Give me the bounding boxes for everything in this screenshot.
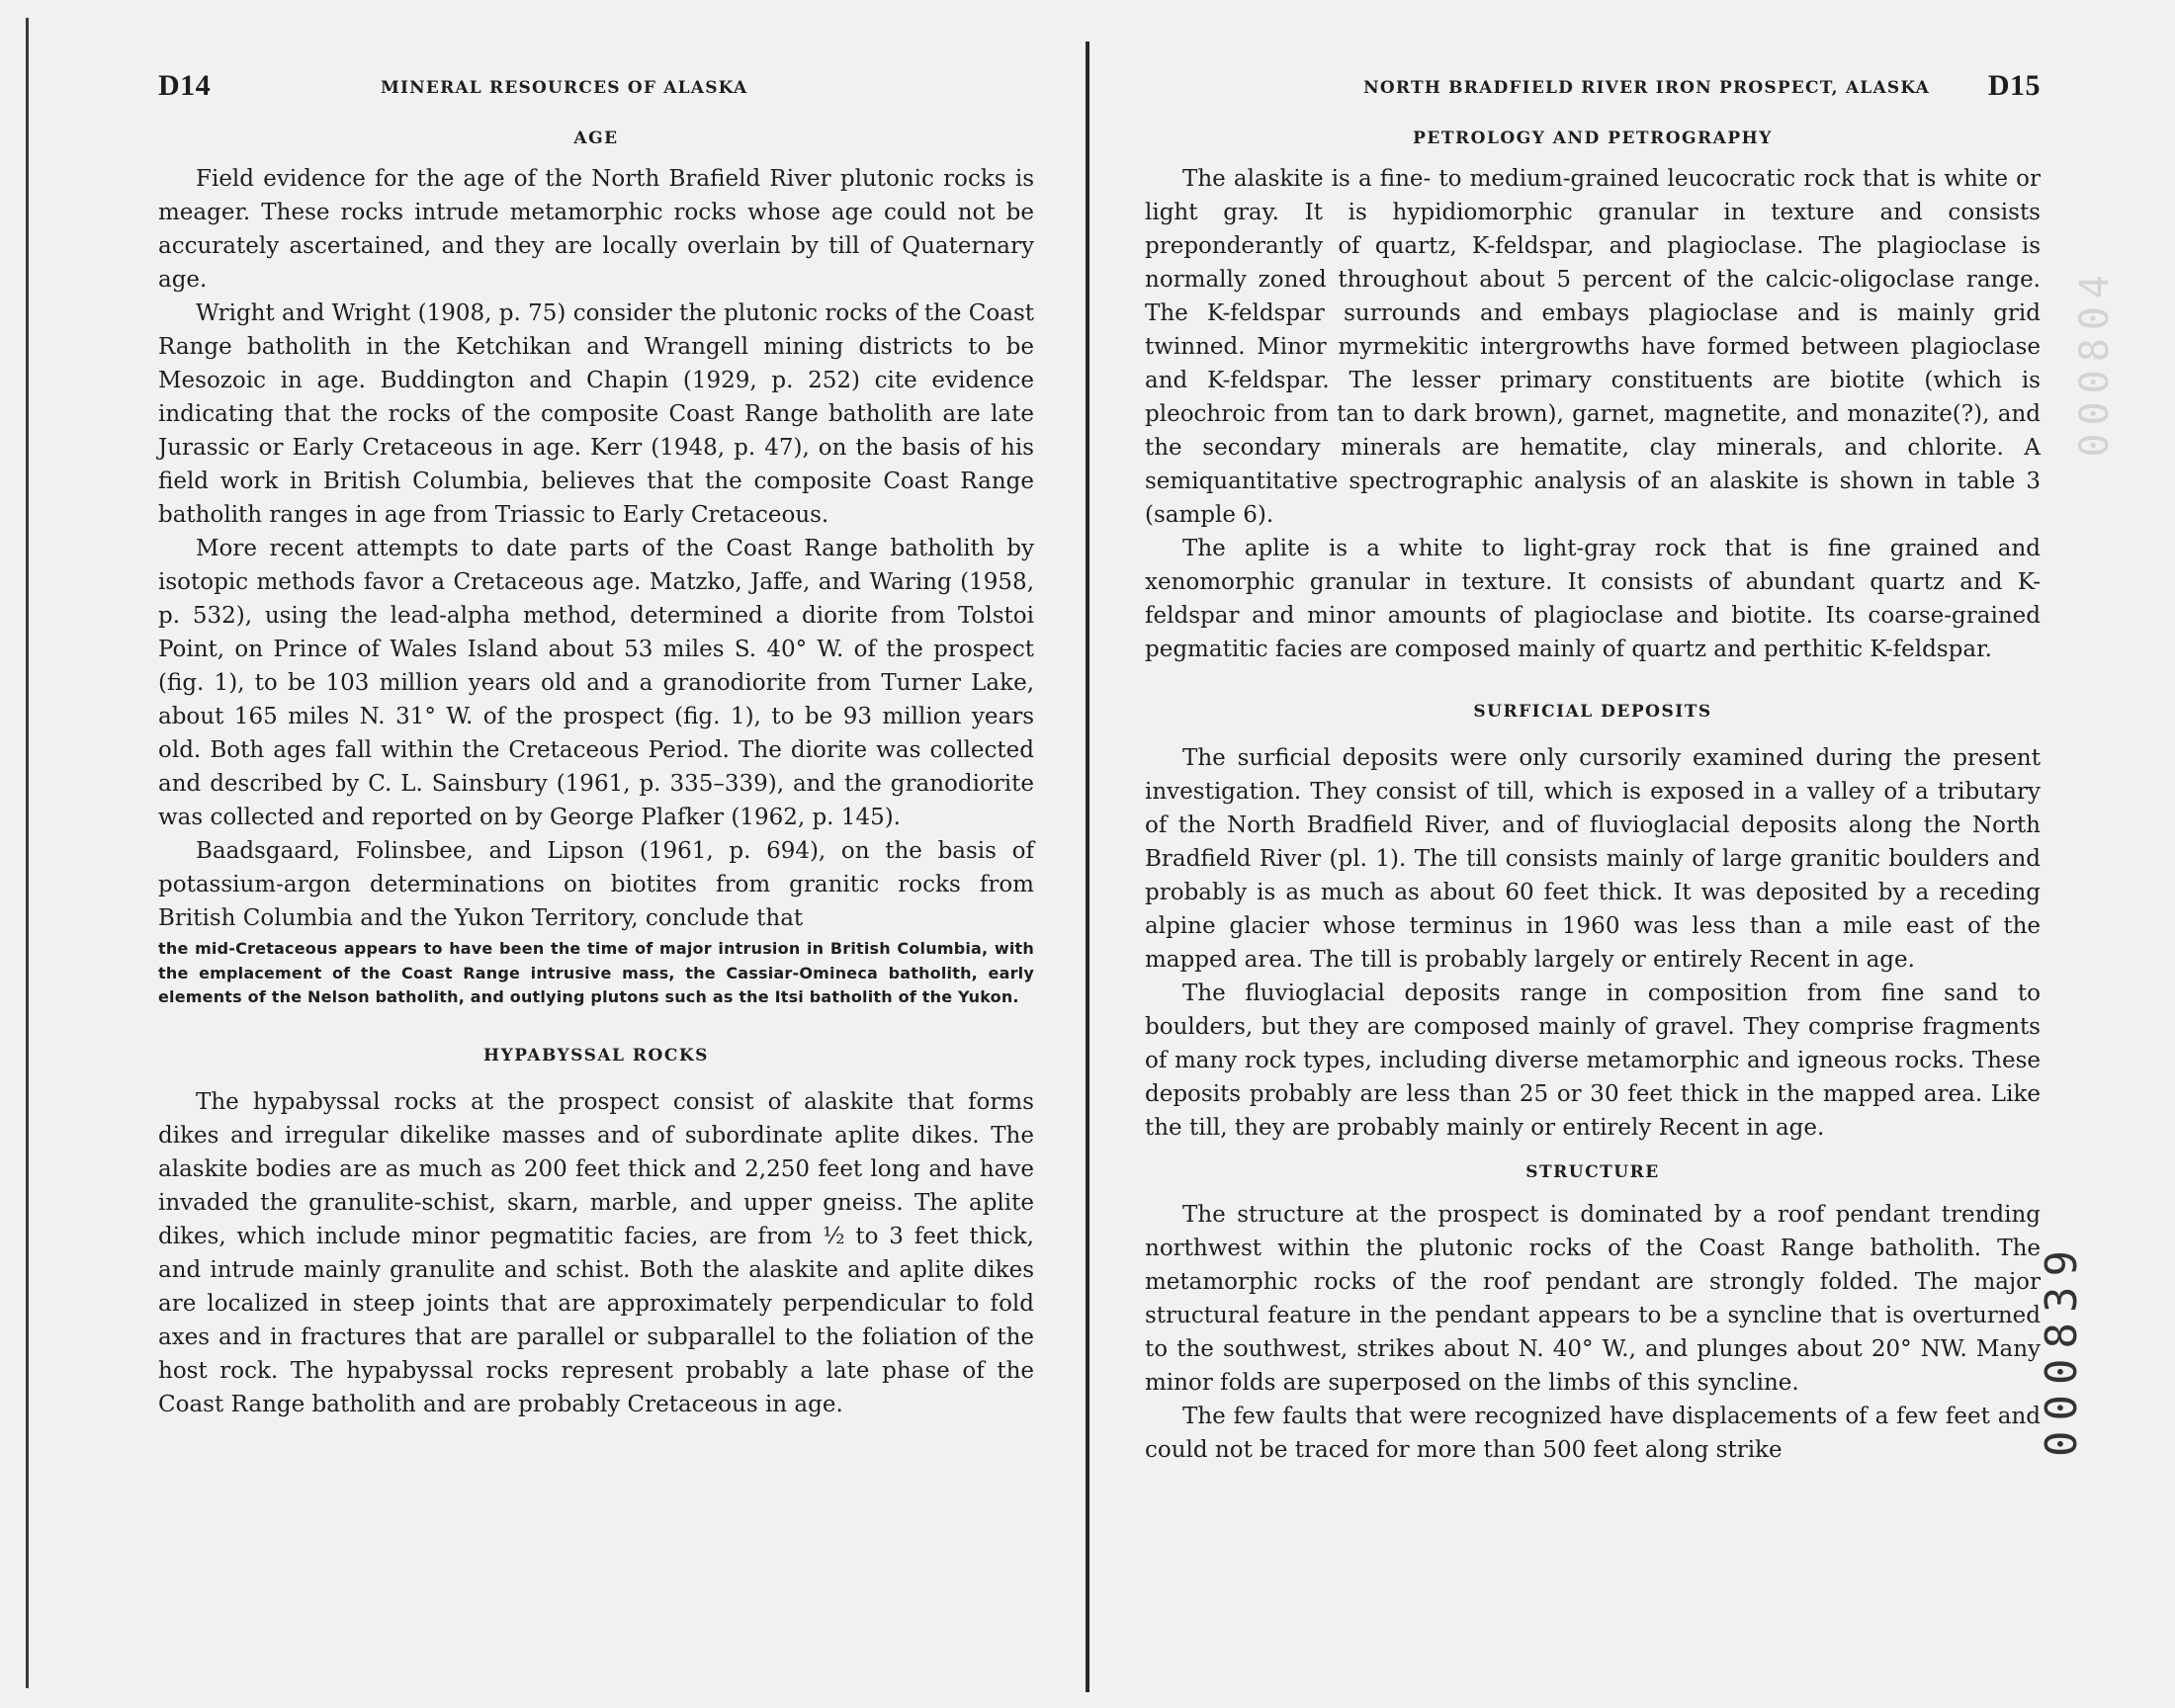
- paragraph-hypabyssal: The hypabyssal rocks at the prospect consist of alaskite that forms dikes and irregular dikelike masses and of subordinate aplite dikes. The alaskite bodies are as much as 200 feet thick and 2,250 feet long and have invaded the granulite-schist, skarn, marble, and upper gneiss. The aplite dikes, which include minor pegmatitic facies, are from ½ to 3 feet thick, and intrude mainly granulite and schist. Both the alaskite and aplite dikes are localized in steep joints that are approximately perpendicular to fold axes and in fractures that are parallel or subparallel to the foliation of the host rock. The hypabyssal rocks represent probably a late phase of the Coast Range batholith and are probably Cretaceous in age.: [158, 1088, 1034, 1417]
- paragraph-age-4: Baadsgaard, Folinsbee, and Lipson (1961, p. 694), on the basis of potassium-argon determinations on biotites from granitic rocks from British Columbia and the Yukon Territory, conclude that: [158, 838, 1034, 931]
- right-page: [1145, 69, 2041, 1467]
- paragraph-age-3: More recent attempts to date parts of the Coast Range batholith by isotopic methods favor a Cretaceous age. Matzko, Jaffe, and Waring (1958, p. 532), using the lead-alpha method, determined a diorite from Tolstoi Point, on Prince of Wales Island about 53 miles S. 40° W. of the prospect (fig. 1), to be 103 million years old and a granodiorite from Turner Lake, about 165 miles N. 31° W. of the prospect (fig. 1), to be 93 million years old. Both ages fall within the Cretaceous Period. The diorite was collected and described by C. L. Sainsbury (1961, p. 335–339), and the granodiorite was collected and reported on by George Plafker (1962, p. 145).: [158, 536, 1034, 830]
- paragraph-structure-1: The structure at the prospect is dominated by a roof pendant trending northwest within the plutonic rocks of the Coast Range batholith. The metamorphic rocks of the roof pendant are strongly folded. The major structural feature in the pendant appears to be a syncline that is overturned to the southwest, strikes about N. 40° W., and plunges about 20° NW. Many minor folds are superposed on the limbs of this syncline.: [1145, 1202, 2041, 1396]
- heading-hypabyssal-rocks: HYPABYSSAL ROCKS: [483, 1045, 709, 1066]
- right-running-head: [1145, 69, 2041, 113]
- heading-age: AGE: [573, 128, 619, 148]
- paragraph-petrology-1: The alaskite is a fine- to medium-grained leucocratic rock that is white or light gray. It is hypidiomorphic granular in texture and consists preponderantly of quartz, K-feldspar, and plagioclase. The plagioclase is normally zoned throughout about 5 percent of the calcic-oligoclase range. The K-feldspar surrounds and embays plagioclase and is mainly grid twinned. Minor myrmekitic intergrowths have formed between plagioclase and K-feldspar. The lesser primary constituents are biotite (which is pleochroic from tan to dark brown), garnet, magnetite, and monazite(?), and the secondary minerals are hematite, clay minerals, and chlorite. A semiquantitative spectrographic analysis of an alaskite is shown in table 3 (sample 6).: [1145, 166, 2041, 528]
- running-title-left: MINERAL RESOURCES OF ALASKA: [381, 78, 748, 98]
- paragraph-age-2: Wright and Wright (1908, p. 75) consider the plutonic rocks of the Coast Range batholith in the Ketchikan and Wrangell mining districts to be Mesozoic in age. Buddington and Chapin (1929, p. 252) cite evidence indicating that the rocks of the composite Coast Range batholith are late Jurassic or Early Cretaceous in age. Kerr (1948, p. 47), on the basis of his field work in British Columbia, believes that the composite Coast Range batholith ranges in age from Triassic to Early Cretaceous.: [158, 300, 1034, 528]
- left-page-edge: [26, 18, 29, 1688]
- paragraph-age-1: Field evidence for the age of the North Brafield River plutonic rocks is meager. These rocks intrude metamorphic rocks whose age could not be accurately ascertained, and they are locally overlain by till of Quaternary age.: [158, 166, 1034, 293]
- page-number-right: D15: [1987, 69, 2041, 102]
- page-stamp-number: 000839: [2037, 1240, 2087, 1457]
- paragraph-petrology-2: The aplite is a white to light-gray rock that is fine grained and xenomorphic granular in texture. It consists of abundant quartz and K-feldspar and minor amounts of plagioclase and biotite. Its coarse-grained pegmatitic facies are composed mainly of quartz and perthitic K-feldspar.: [1145, 536, 2041, 662]
- faint-page-stamp: 000804: [2072, 267, 2118, 458]
- left-page: [158, 69, 1034, 1421]
- heading-petrology: PETROLOGY AND PETROGRAPHY: [1413, 128, 1773, 148]
- heading-surficial-deposits: SURFICIAL DEPOSITS: [1473, 702, 1712, 722]
- page-gutter: [1086, 42, 1089, 1692]
- paragraph-structure-2: The few faults that were recognized have displacements of a few feet and could not be traced for more than 500 feet along strike: [1145, 1404, 2041, 1463]
- paragraph-surficial-2: The fluvioglacial deposits range in composition from fine sand to boulders, but they are composed mainly of gravel. They comprise fragments of many rock types, including diverse metamorphic and igneous rocks. These deposits probably are less than 25 or 30 feet thick in the mapped area. Like the till, they are probably mainly or entirely Recent in age.: [1145, 981, 2041, 1141]
- running-title-right: NORTH BRADFIELD RIVER IRON PROSPECT, ALASKA: [1363, 78, 1930, 98]
- left-running-head: [158, 69, 1034, 113]
- paragraph-surficial-1: The surficial deposits were only cursorily examined during the present investigation. They consist of till, which is exposed in a valley of a tributary of the North Bradfield River, and of fluvioglacial deposits along the North Bradfield River (pl. 1). The till consists mainly of large granitic boulders and probably is as much as about 60 feet thick. It was deposited by a receding alpine glacier whose terminus in 1960 was less than a mile east of the mapped area. The till is probably largely or entirely Recent in age.: [1145, 745, 2041, 973]
- heading-structure: STRUCTURE: [1525, 1162, 1660, 1182]
- page-number-left: D14: [158, 69, 212, 102]
- quotation-block: the mid-Cretaceous appears to have been the time of major intrusion in British Columbia, with the emplacement of the Coast Range intrusive mass, the Cassiar-Omineca batholith, early elements of the Nelson batholith, and outlying plutons such as the Itsi batholith of the Yukon.: [158, 939, 1034, 1006]
